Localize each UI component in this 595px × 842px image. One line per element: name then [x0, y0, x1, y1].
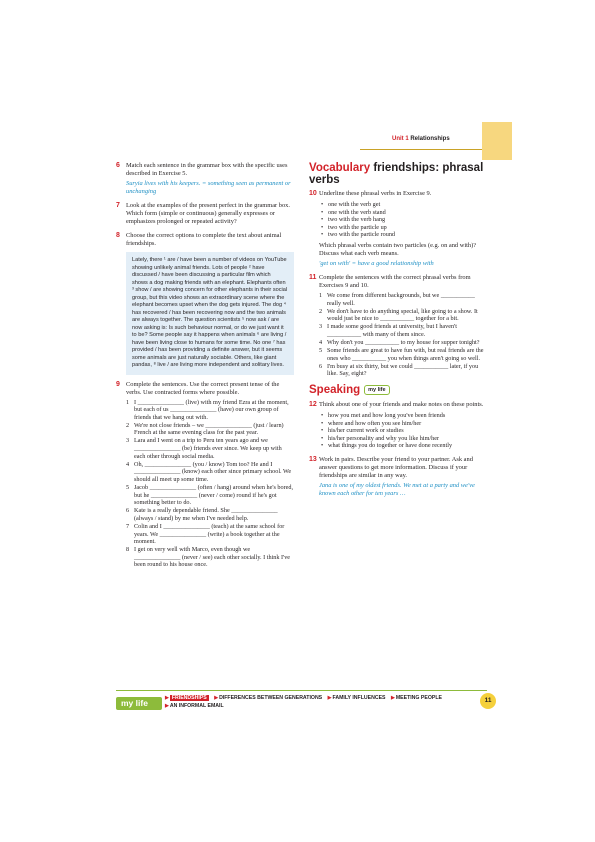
item-text: We're not close friends – we _______________ (just / learn) French at the same evening class for the past year. — [134, 421, 284, 437]
nav-label: DIFFERENCES BETWEEN GENERATIONS — [219, 695, 323, 701]
item-number: 5 — [319, 347, 323, 355]
footer-rule — [116, 690, 487, 691]
unit-header — [360, 122, 482, 160]
item-text: Lara and I went on a trip to Peru ten years ago and we _______________ (be) friends ever since. We keep up with each other through social media. — [134, 437, 282, 460]
list-item: • his/her current work or studies — [319, 427, 487, 435]
footer-nav — [165, 694, 465, 710]
exercise-instruction: Match each sentence in the grammar box with the specific uses described in Exercise 5. — [126, 162, 288, 177]
arrow-icon: ▶ — [327, 695, 332, 701]
reading-text-box — [126, 252, 294, 375]
list-item — [319, 339, 487, 347]
item-number: 7 — [126, 523, 130, 530]
speaking-heading: Speaking — [309, 384, 361, 396]
exercise-number: 12 — [309, 401, 317, 408]
exercise-number: 9 — [116, 380, 120, 388]
item-text: We come from different backgrounds, but we ___________ really well. — [327, 291, 475, 307]
exercise-number: 10 — [309, 190, 317, 197]
list-item: • two with the verb hang — [319, 216, 487, 224]
exercise-number: 13 — [309, 455, 317, 463]
nav-label: AN INFORMAL EMAIL — [169, 703, 224, 709]
exercise-instruction: Work in pairs. Describe your friend to your partner. Ask and answer questions to get more information. Discuss if your friendships are similar in any way. — [319, 455, 473, 479]
reading-text: Lately, there ¹ are / have been a number of videos on YouTube showing unlikely animal friends. Lots of people ² have discussed / have been discussing a particular film which shows a dog making friends with an elephant. Elephants often ³ show / are showing concern for other elephants in their social group, but this video shows an extraordinary scene where the elephant becomes upset when the dog gets injured. The dog ⁴ has recovered / has been recovering now and the two animals are always together. The question scientists ⁵ now ask / are now asking is: Is such behaviour normal, or do we just want it to be? Some people say it happens when animals ⁶ are living / have been living close to humans for some time. No one ⁷ has provided / has been providing a definite answer, but it seems some animals are just naturally sociable. Others, like giant pandas, ⁸ live / are living more independent and solitary lives. — [132, 257, 288, 368]
item-number: 2 — [319, 307, 323, 315]
exercise-13 — [309, 456, 487, 498]
list-item: • one with the verb stand — [319, 209, 487, 217]
exercise-9 — [116, 381, 294, 570]
list-item — [126, 437, 294, 460]
bullet-list — [319, 201, 487, 239]
speaking-heading-row — [309, 384, 487, 396]
nav-label: FRIENDSHIPS — [171, 695, 207, 701]
list-item — [126, 523, 294, 546]
item-text: Some friends are great to have fun with, but real friends are the ones who ___________ you when things aren't going so well. — [327, 347, 484, 362]
item-text: I get on very well with Marco, even though we _______________ (never / see) each other socially. I think I've been round to his house once. — [134, 546, 291, 569]
exercise-instruction: Underline these phrasal verbs in Exercise 9. — [319, 190, 432, 197]
item-text: I made some good friends at university, but I haven't ___________ with many of them since. — [327, 323, 457, 338]
vocabulary-heading-text: friendships: phrasal verbs — [309, 162, 484, 186]
item-number: 3 — [319, 323, 323, 331]
my-life-logo — [116, 697, 162, 710]
exercise-8 — [116, 232, 294, 375]
unit-number: Unit 1 — [392, 136, 409, 142]
exercise-example: 'get on with' = have a good relationship with — [319, 259, 434, 267]
footer-nav-item-family[interactable] — [328, 694, 386, 702]
item-number: 3 — [126, 437, 130, 445]
list-item: • two with the particle up — [319, 224, 487, 232]
item-number: 1 — [126, 398, 130, 406]
item-number: 2 — [126, 421, 130, 429]
arrow-icon: ▶ — [390, 695, 395, 701]
footer-nav-item-generations[interactable] — [214, 694, 322, 702]
bullet-list — [319, 412, 487, 450]
footer-nav-item-meeting[interactable] — [391, 694, 442, 702]
sentence-list — [126, 399, 294, 570]
list-item — [126, 461, 294, 484]
list-item — [126, 546, 294, 569]
item-number: 8 — [126, 546, 130, 554]
exercise-instruction: Think about one of your friends and make notes on these points. — [319, 401, 484, 408]
list-item: • what things you do together or have done recently — [319, 442, 487, 450]
sentence-list — [319, 292, 487, 378]
unit-label — [392, 136, 450, 142]
exercise-instruction: Complete the sentences. Use the correct present tense of the verbs. Use contracted forms where possible. — [126, 380, 280, 396]
exercise-instruction-2: Which phrasal verbs contain two particles (e.g. on and with)? Discuss what each verb means. — [319, 241, 477, 257]
exercise-number: 11 — [309, 273, 317, 281]
exercise-instruction: Choose the correct options to complete the text about animal friendships. — [126, 232, 282, 247]
header-rule — [360, 149, 482, 150]
item-text: We don't have to do anything special, like going to a show. It would just be nice to ___________ together for a bit. — [327, 307, 478, 323]
exercise-10 — [309, 190, 487, 268]
list-item: • his/her personality and why you like him/her — [319, 435, 487, 443]
list-item: • one with the verb get — [319, 201, 487, 209]
list-item — [319, 363, 487, 378]
item-text: Oh, _______________ (you / know) Tom too? He and I _______________ (know) each other since primary school. We should all meet up some time. — [134, 460, 292, 483]
exercise-number: 8 — [116, 232, 120, 239]
item-number: 4 — [319, 339, 323, 347]
item-text: Colin and I _______________ (teach) at the same school for years. We _______________ (write) a book together at the moment. — [134, 523, 285, 546]
unit-title: Relationships — [410, 136, 450, 142]
arrow-icon: ▶ — [165, 703, 169, 709]
list-item: • two with the particle round — [319, 231, 487, 239]
exercise-instruction: Look at the examples of the present perfect in the grammar box. Which form (simple or continuous) generally expresses or emphasizes prolonged or repeated activity? — [126, 202, 290, 225]
unit-color-tab — [482, 122, 512, 160]
item-number: 6 — [126, 507, 130, 515]
item-text: I _______________ (live) with my friend Ezra at the moment, but each of us _______________ (have) our own group of friends that we hang out with. — [134, 398, 289, 421]
exercise-instruction: Complete the sentences with the correct phrasal verbs from Exercises 9 and 10. — [319, 273, 471, 289]
nav-label: FAMILY INFLUENCES — [332, 695, 386, 701]
list-item — [126, 484, 294, 507]
item-number: 6 — [319, 362, 323, 370]
list-item: • how you met and how long you've been friends — [319, 412, 487, 420]
list-item — [319, 323, 487, 338]
list-item: • where and how often you see him/her — [319, 420, 487, 428]
item-text: Kate is a really dependable friend. She _______________ (always / stand) by me when I've needed help. — [134, 507, 278, 522]
exercise-11 — [309, 274, 487, 378]
left-column — [116, 162, 294, 575]
exercise-12 — [309, 401, 487, 450]
right-column — [309, 162, 487, 504]
exercise-example: Suryia lives with his keepers. = something seen as permanent or unchanging — [126, 180, 291, 195]
exercise-number: 7 — [116, 202, 120, 209]
list-item — [126, 507, 294, 522]
arrow-icon: ▶ — [165, 695, 169, 701]
arrow-icon: ▶ — [214, 695, 219, 701]
list-item — [319, 347, 487, 362]
page-number: 11 — [480, 693, 496, 709]
exercise-7 — [116, 202, 294, 226]
exercise-example: Jana is one of my oldest friends. We met at a party and we've known each other for ten years … — [319, 481, 475, 497]
vocabulary-heading — [309, 162, 487, 186]
item-number: 5 — [126, 484, 130, 492]
list-item — [126, 399, 294, 422]
list-item — [126, 422, 294, 437]
vocabulary-heading-accent: Vocabulary — [309, 162, 371, 174]
item-number: 4 — [126, 460, 130, 468]
list-item — [319, 292, 487, 307]
footer-nav-item-email[interactable] — [165, 702, 224, 710]
exercise-6 — [116, 162, 294, 196]
exercise-number: 6 — [116, 162, 120, 169]
logo-text: my life — [121, 698, 148, 708]
nav-label: MEETING PEOPLE — [395, 695, 442, 701]
item-text: Why don't you ___________ to my house for supper tonight? — [327, 339, 480, 347]
footer-nav-item-friendships[interactable] — [165, 694, 209, 702]
item-number: 1 — [319, 291, 323, 299]
item-text: Jacob _______________ (often / hang) around when he's bored, but he _______________ (never / come) round if he's got something better to do. — [134, 484, 294, 507]
item-text: I'm busy at six thirty, but we could ___________ later, if you like. Say, eight? — [327, 362, 479, 378]
my-life-badge: my life — [364, 385, 389, 395]
list-item — [319, 308, 487, 323]
